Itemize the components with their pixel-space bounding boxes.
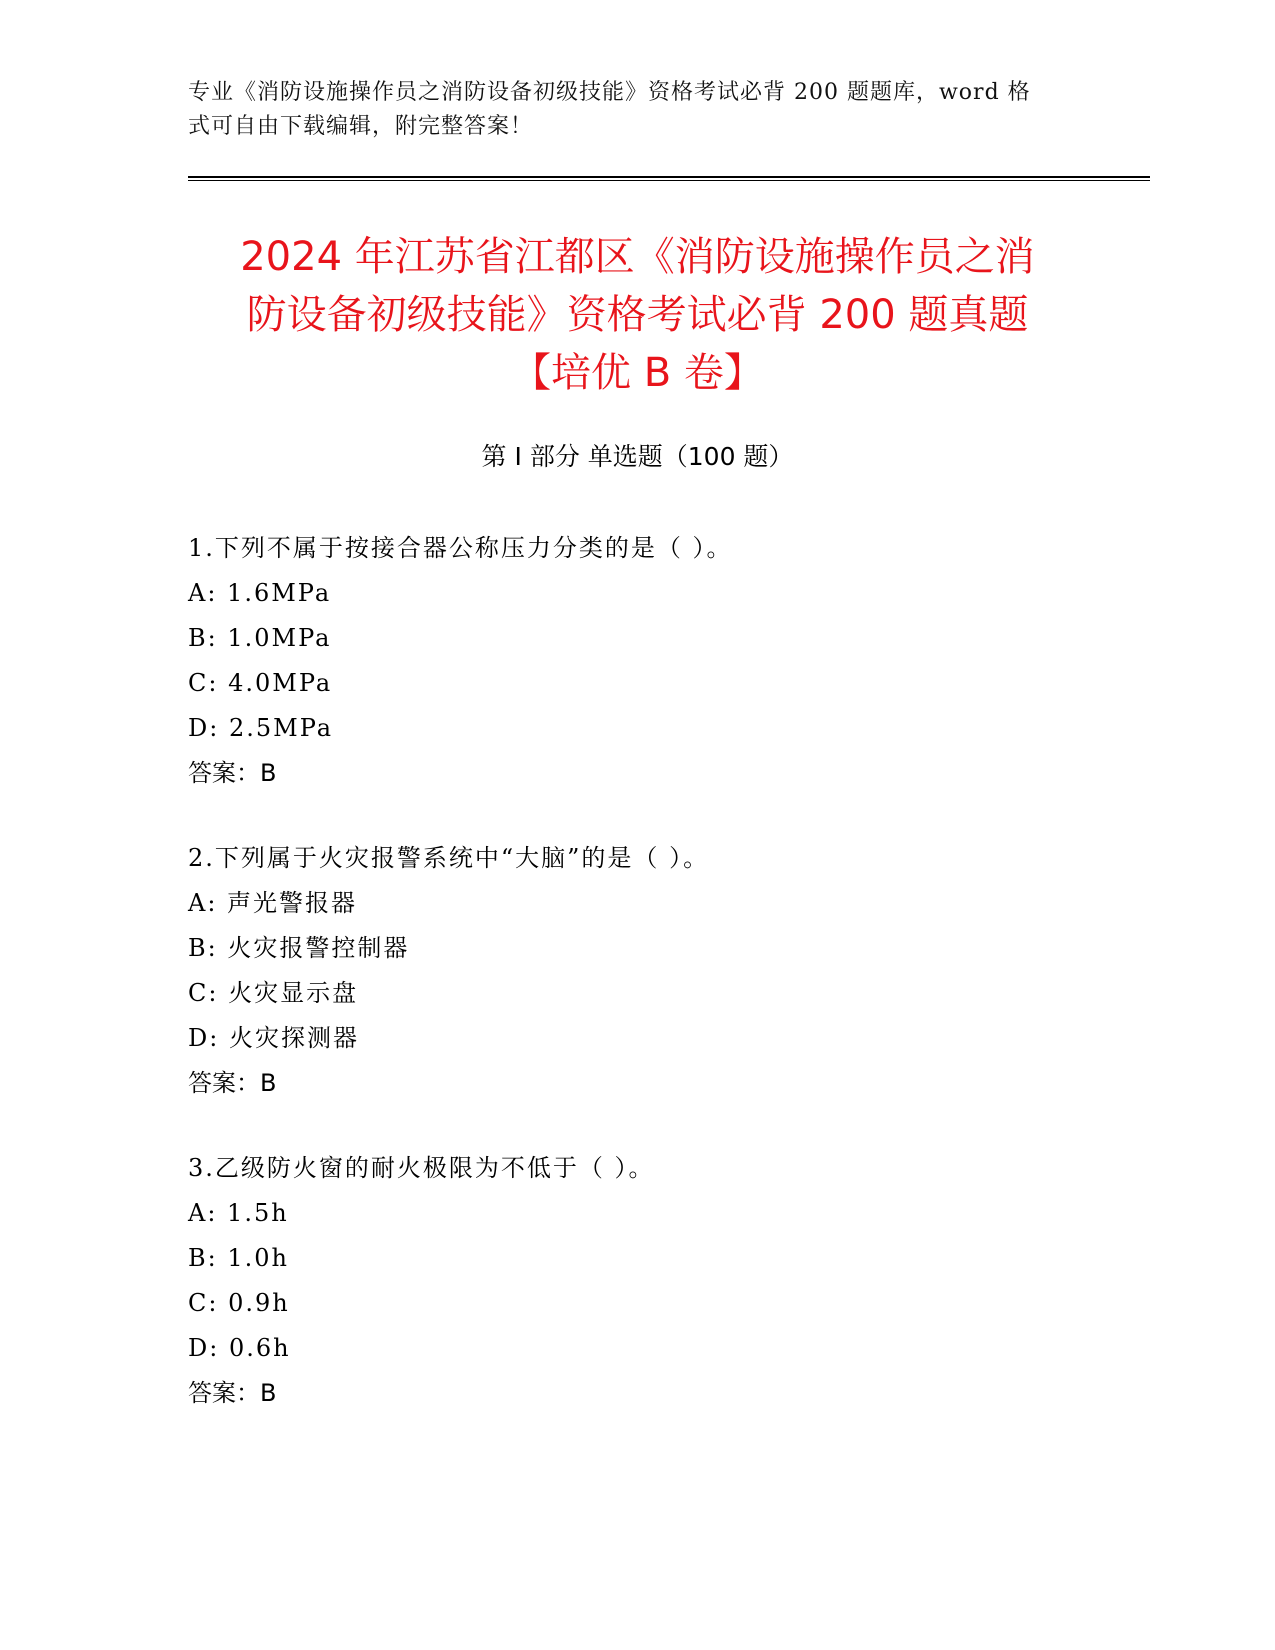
option-b: B: 1.0h [188,1244,289,1272]
question-3 [188,1146,1088,1416]
question-stem: 2.下列属于火灾报警系统中“大脑”的是（ ）。 [188,844,710,872]
header-note-line-1: 专业《消防设施操作员之消防设备初级技能》资格考试必背 200 题题库，word 格 [188,80,1031,105]
question-1 [188,526,1088,796]
header-note-line-2: 式可自由下载编辑，附完整答案！ [188,114,534,139]
option-c: C: 火灾显示盘 [188,979,359,1007]
option-b: B: 火灾报警控制器 [188,934,410,962]
option-d: D: 2.5MPa [188,714,334,742]
document-title-line-1: 2024 年江苏省江都区《消防设施操作员之消 [240,234,1035,280]
option-c: C: 0.9h [188,1289,290,1317]
document-title-line-2: 防设备初级技能》资格考试必背 200 题真题 [246,292,1029,338]
question-stem: 1.下列不属于按接合器公称压力分类的是（ ）。 [188,534,733,562]
option-d: D: 火灾探测器 [188,1024,359,1052]
option-a: A: 1.6MPa [188,579,332,607]
section-title: 第 I 部分 单选题（100 题） [481,442,794,471]
option-c: C: 4.0MPa [188,669,333,697]
option-b: B: 1.0MPa [188,624,332,652]
option-a: A: 声光警报器 [188,889,358,917]
answer: 答案：B [188,1069,277,1097]
option-d: D: 0.6h [188,1334,291,1362]
header-note [188,76,1068,144]
answer: 答案：B [188,759,277,787]
header-divider [188,176,1150,181]
answer: 答案：B [188,1379,277,1407]
document-title [160,228,1115,402]
question-stem: 3.乙级防火窗的耐火极限为不低于（ ）。 [188,1154,655,1182]
question-list [188,526,1088,1456]
question-2 [188,836,1088,1106]
document-title-line-3: 【培优 B 卷】 [511,350,764,396]
option-a: A: 1.5h [188,1199,289,1227]
